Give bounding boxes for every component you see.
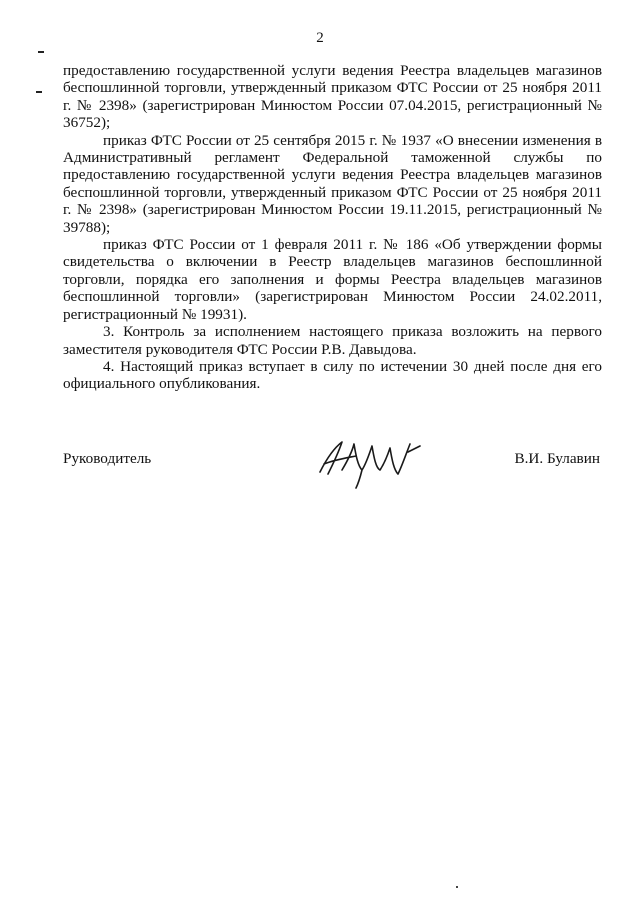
handwritten-signature xyxy=(312,430,422,490)
page-number: 2 xyxy=(316,30,324,46)
document-body xyxy=(63,62,602,393)
signatory-title: Руководитель xyxy=(63,450,152,467)
paragraph-order-1937: приказ ФТС России от 25 сентября 2015 г. № 1937 «О внесении изменения в Административный регламент Федеральной таможенной службы по предоставлению государственной услуги ведения Реестра владельцев магазинов беспошлинной торговли, утвержденный приказом ФТС России от 25 ноября 2011 г. № 2398» (зарегистрирован Минюстом России 19.11.2015, регистрационный № 39788); xyxy=(63,131,602,236)
margin-mark xyxy=(38,51,44,53)
paragraph-item-4: 4. Настоящий приказ вступает в силу по истечении 30 дней после дня его официального опубликования. xyxy=(63,357,602,393)
paragraph-continuation: предоставлению государственной услуги ведения Реестра владельцев магазинов беспошлинной торговли, утвержденный приказом ФТС России от 25 ноября 2011 г. № 2398» (зарегистрирован Минюстом России 07.04.2015, регистрационный № 36752); xyxy=(63,62,602,132)
margin-mark xyxy=(36,91,42,93)
scan-speck xyxy=(456,886,458,888)
signatory-name: В.И. Булавин xyxy=(514,450,600,467)
paragraph-order-186: приказ ФТС России от 1 февраля 2011 г. № 186 «Об утверждении формы свидетельства о включении в Реестр владельцев магазинов беспошлинной торговли, порядка его заполнения и формы Реестра владельцев магазинов беспошлинной торговли» (зарегистрирован Минюстом России 24.02.2011, регистрационный № 19931). xyxy=(63,236,602,323)
paragraph-item-3: 3. Контроль за исполнением настоящего приказа возложить на первого заместителя руководителя ФТС России Р.В. Давыдова. xyxy=(63,323,602,358)
